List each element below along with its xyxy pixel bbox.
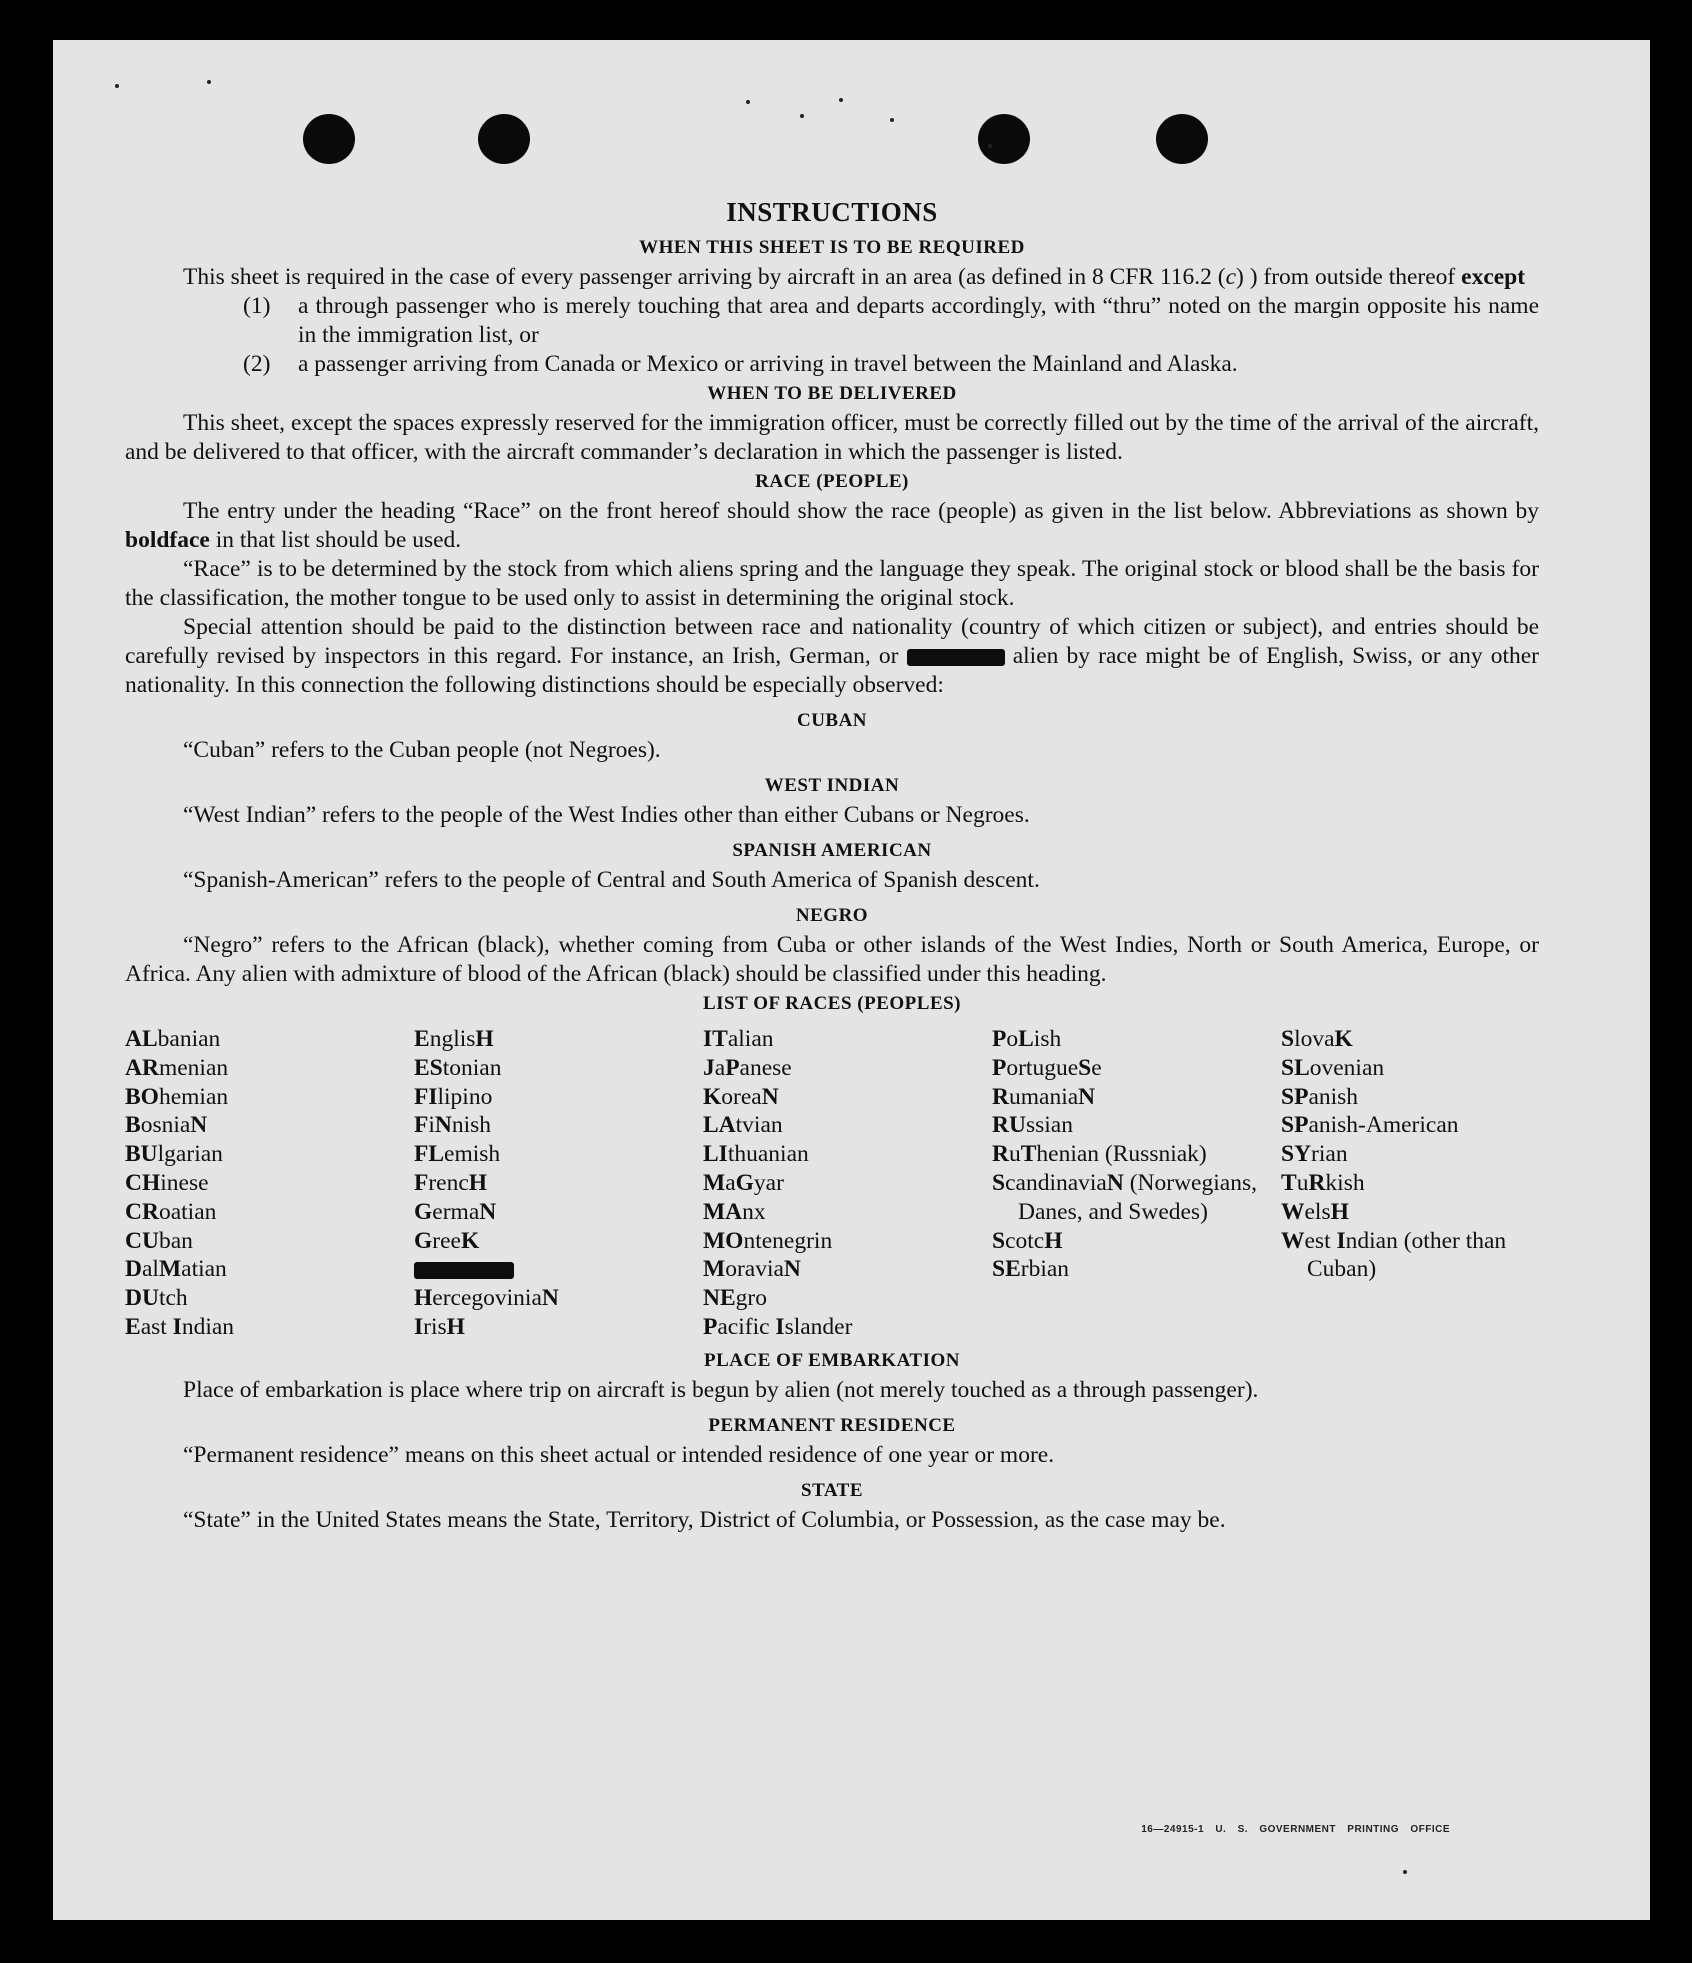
punch-hole <box>478 114 530 164</box>
race-text: ree <box>432 1227 461 1254</box>
heading-west-indian: WEST INDIAN <box>764 775 900 796</box>
race-abbrev: MA <box>703 1198 743 1225</box>
race-text: ast <box>140 1313 173 1340</box>
race-text: renc <box>428 1169 469 1196</box>
race-abbrev: R <box>1308 1169 1326 1196</box>
race-text: ish <box>1033 1026 1062 1052</box>
race-text: est <box>1304 1227 1337 1254</box>
race-abbrev: H <box>414 1285 433 1312</box>
race-text: anish <box>1308 1083 1359 1110</box>
race-text: gro <box>735 1285 767 1312</box>
race-text: inese <box>160 1169 209 1196</box>
list-item-text: a through passenger who is merely touching that area and departs accordingly, with “thru” noted on the margin opposite his name in the immigration list, or <box>298 293 1539 348</box>
race-text: alian <box>727 1026 774 1052</box>
race-abbrev: IT <box>703 1026 728 1052</box>
race-abbrev: N <box>434 1112 452 1139</box>
race-entry <box>703 1111 992 1140</box>
race-abbrev: G <box>414 1198 433 1225</box>
race-entry <box>703 1284 992 1313</box>
race-text: hemian <box>158 1083 229 1110</box>
race-abbrev: N <box>1106 1169 1124 1196</box>
race-entry <box>703 1227 992 1256</box>
race-entry <box>414 1054 703 1083</box>
race-text: al <box>141 1256 159 1283</box>
race-entry <box>992 1227 1281 1256</box>
para-permanent-residence: “Permanent residence” means on this sheet actual or intended residence of one year or more. <box>183 1441 1055 1468</box>
race-text: oravia <box>725 1256 784 1283</box>
race-text: ovenian <box>1309 1054 1385 1081</box>
para-state: “State” in the United States means the State, Territory, District of Columbia, or Possession, as the case may be. <box>183 1506 1226 1533</box>
race-abbrev: CR <box>125 1198 159 1225</box>
race-entry <box>125 1255 414 1284</box>
race-abbrev: T <box>1281 1169 1297 1196</box>
race-abbrev: CU <box>125 1227 159 1254</box>
race-abbrev: P <box>992 1026 1007 1052</box>
race-abbrev: H <box>475 1026 494 1052</box>
race-abbrev: P <box>992 1054 1007 1081</box>
printer-imprint: 16—24915-1 U. S. GOVERNMENT PRINTING OFFICE <box>1141 1824 1450 1835</box>
list-item-number: (2) <box>243 351 271 377</box>
race-text: orea <box>721 1083 762 1110</box>
document-sheet <box>53 40 1650 1920</box>
race-abbrev: I <box>172 1313 182 1340</box>
race-text: erma <box>432 1198 480 1225</box>
race-column <box>1281 1025 1541 1342</box>
race-entry <box>414 1313 703 1342</box>
para-race-3 <box>125 613 1539 700</box>
race-entry <box>414 1284 703 1313</box>
punch-hole <box>303 114 355 164</box>
race-text: banian <box>157 1026 221 1052</box>
race-abbrev: S <box>1281 1026 1295 1052</box>
race-abbrev: D <box>125 1256 142 1283</box>
race-entry <box>414 1169 703 1198</box>
race-entry <box>414 1227 703 1256</box>
race-abbrev: G <box>735 1169 754 1196</box>
race-abbrev: S <box>992 1227 1006 1254</box>
race-entry <box>1281 1025 1541 1054</box>
race-entry <box>992 1025 1281 1054</box>
race-entry <box>414 1255 703 1284</box>
race-abbrev: SE <box>992 1256 1021 1283</box>
heading-permanent-residence: PERMANENT RESIDENCE <box>708 1414 956 1436</box>
race-entry <box>992 1140 1281 1169</box>
race-abbrev: I <box>414 1313 424 1340</box>
race-abbrev: CH <box>125 1169 161 1196</box>
para-race-3-text: Special attention should be paid to the distinction between race and nationality (country of which citizen or subject), and entries should be carefully revised by inspectors in this regard. For instance, an Irish, German, or <box>125 614 1539 669</box>
page-title: INSTRUCTIONS <box>726 197 938 227</box>
list-item-text: a passenger arriving from Canada or Mexico or arriving in travel between the Mainland and Alaska. <box>298 351 1238 377</box>
heading-spanish-american: SPANISH AMERICAN <box>732 840 932 861</box>
race-abbrev: J <box>703 1054 715 1081</box>
para-required <box>125 263 1539 292</box>
race-text: ndian <box>181 1313 235 1340</box>
race-abbrev: S <box>1078 1054 1092 1081</box>
para-embarkation: Place of embarkation is place where trip on aircraft is begun by alien (not merely touched as a through passenger). <box>183 1376 1259 1403</box>
race-entry <box>125 1140 414 1169</box>
speck <box>115 84 119 88</box>
race-entry <box>703 1198 992 1227</box>
para-race-1-text2: in that list should be used. <box>209 527 462 553</box>
race-text: tvian <box>735 1112 783 1139</box>
race-entry <box>125 1025 414 1054</box>
race-column <box>703 1025 992 1342</box>
race-abbrev: AL <box>125 1026 158 1052</box>
race-abbrev: BO <box>125 1083 159 1110</box>
race-abbrev: N <box>761 1083 779 1110</box>
race-text: anish-American <box>1308 1112 1459 1139</box>
race-text: ercegovinia <box>432 1285 542 1312</box>
race-abbrev: I <box>775 1313 785 1340</box>
race-text: ntenegrin <box>743 1227 833 1254</box>
race-entry <box>125 1054 414 1083</box>
heading-cuban: CUBAN <box>796 710 868 731</box>
para-race-2: “Race” is to be determined by the stock from which aliens spring and the language they speak. The original stock or blood shall be the basis for the classification, the mother tongue to be used only to assist in determining the original stock. <box>125 556 1539 611</box>
race-text: tonian <box>442 1054 502 1081</box>
race-abbrev: SY <box>1281 1141 1312 1168</box>
race-abbrev: RU <box>992 1112 1026 1139</box>
race-text: acific <box>717 1313 776 1340</box>
race-abbrev: K <box>460 1227 480 1254</box>
para-delivered: This sheet, except the spaces expressly reserved for the immigration officer, must be correctly filled out by the time of the arrival of the aircraft, and be delivered to that officer, with the aircraft commander’s declaration in which the passenger is listed. <box>125 410 1539 465</box>
race-text: lgarian <box>157 1141 223 1168</box>
race-column <box>125 1025 414 1342</box>
race-text: emish <box>444 1141 501 1168</box>
race-entry <box>125 1198 414 1227</box>
race-entry <box>703 1255 992 1284</box>
race-abbrev: AR <box>125 1054 159 1081</box>
race-abbrev: SP <box>1281 1112 1309 1139</box>
race-abbrev: MO <box>703 1227 744 1254</box>
race-entry <box>414 1140 703 1169</box>
race-entry <box>1281 1227 1541 1285</box>
speck <box>207 80 211 84</box>
list-item-number: (1) <box>243 293 271 319</box>
race-abbrev: T <box>1020 1141 1037 1168</box>
race-text: nish <box>451 1112 492 1139</box>
race-abbrev: P <box>725 1054 740 1081</box>
heading-race: RACE (PEOPLE) <box>755 471 909 492</box>
race-entry <box>992 1083 1281 1112</box>
race-text: menian <box>158 1054 229 1081</box>
race-entry <box>414 1111 703 1140</box>
race-text: o <box>1006 1026 1019 1052</box>
race-text: rbian <box>1020 1256 1070 1283</box>
race-entry <box>125 1169 414 1198</box>
heading-negro: NEGRO <box>795 905 869 926</box>
race-abbrev: ES <box>414 1054 443 1081</box>
race-text: ban <box>158 1227 193 1254</box>
race-abbrev: P <box>703 1313 718 1340</box>
para-race-3-text2: alien by race might be of English, Swiss, or any other nationality. In this connection the following distinctions should be especially observed: <box>125 643 1539 698</box>
para-race-1 <box>125 497 1539 555</box>
race-abbrev: R <box>992 1083 1009 1110</box>
para-required-text: This sheet is required in the case of every passenger arriving by aircraft in an area (as defined in 8 CFR 116.2 ( <box>183 264 1226 290</box>
heading-list-of-races: LIST OF RACES (PEOPLES) <box>702 993 962 1014</box>
race-abbrev: N <box>541 1285 559 1312</box>
speck <box>800 114 804 118</box>
race-entry <box>703 1140 992 1169</box>
race-text: u <box>1296 1169 1309 1196</box>
race-text: tch <box>158 1285 188 1312</box>
race-column <box>414 1025 703 1342</box>
race-text: kish <box>1325 1169 1365 1196</box>
race-abbrev: SP <box>1281 1083 1309 1110</box>
race-text: a <box>725 1169 736 1196</box>
race-abbrev: FI <box>414 1083 438 1110</box>
list-item <box>125 292 1539 350</box>
race-abbrev: N <box>783 1256 801 1283</box>
speck <box>1403 1870 1407 1874</box>
para-required-text2: ) ) from outside thereof <box>1236 264 1462 290</box>
race-abbrev: H <box>468 1169 488 1196</box>
punch-hole <box>978 114 1030 164</box>
race-abbrev: W <box>1281 1198 1305 1225</box>
race-text: henian (Russniak) <box>1036 1141 1207 1168</box>
race-entry <box>414 1198 703 1227</box>
race-text: i <box>428 1112 435 1139</box>
race-text: lipino <box>437 1083 493 1110</box>
race-text: lova <box>1294 1026 1335 1052</box>
race-text: yar <box>753 1169 784 1196</box>
race-abbrev: M <box>703 1169 726 1196</box>
race-text: osnia <box>140 1112 191 1139</box>
instructions-body <box>125 195 1539 1535</box>
race-text: atian <box>181 1256 227 1283</box>
speck <box>890 118 894 122</box>
race-text: cotc <box>1005 1227 1045 1254</box>
para-negro: “Negro” refers to the African (black), whether coming from Cuba or other islands of the West Indies, North or South America, Europe, or Africa. Any alien with admixture of blood of the African (black) should be classified under this heading. <box>125 932 1539 987</box>
race-text: rian <box>1311 1141 1348 1168</box>
list-item <box>125 350 1539 379</box>
race-abbrev: K <box>1334 1026 1353 1052</box>
punch-hole <box>1156 114 1208 164</box>
race-entry <box>125 1111 414 1140</box>
race-entry <box>1281 1198 1541 1227</box>
heading-embarkation: PLACE OF EMBARKATION <box>704 1349 960 1371</box>
race-text: nglis <box>429 1026 476 1052</box>
race-abbrev: G <box>414 1227 433 1254</box>
race-entry <box>125 1083 414 1112</box>
race-text: slander <box>784 1313 853 1340</box>
race-entry <box>992 1169 1281 1227</box>
race-entry <box>414 1025 703 1054</box>
race-text: ris <box>423 1313 447 1340</box>
race-entry <box>703 1169 992 1198</box>
race-entry <box>703 1313 992 1342</box>
race-entry <box>992 1111 1281 1140</box>
race-text: (Norwegians, Danes, and Swedes) <box>1018 1169 1257 1225</box>
race-abbrev: S <box>992 1169 1006 1196</box>
race-entry <box>703 1025 992 1054</box>
race-entry <box>125 1313 414 1342</box>
race-text: candinavia <box>1005 1169 1107 1196</box>
race-abbrev: E <box>414 1026 430 1052</box>
race-entry <box>1281 1111 1541 1140</box>
redaction-mark <box>414 1262 514 1279</box>
para-race-1-bold: boldface <box>125 527 210 553</box>
race-text: e <box>1091 1054 1102 1081</box>
race-abbrev: W <box>1281 1227 1305 1254</box>
race-entry <box>125 1227 414 1256</box>
heading-when-delivered: WHEN TO BE DELIVERED <box>707 383 957 404</box>
race-text: nx <box>742 1198 766 1225</box>
race-abbrev: SL <box>1281 1054 1310 1081</box>
race-entry <box>1281 1054 1541 1083</box>
heading-when-required: WHEN THIS SHEET IS TO BE REQUIRED <box>639 237 1025 258</box>
speck <box>988 144 992 148</box>
race-abbrev: FL <box>414 1141 445 1168</box>
race-entry <box>703 1054 992 1083</box>
race-abbrev: LI <box>703 1141 728 1168</box>
race-abbrev: H <box>446 1313 465 1340</box>
race-abbrev: I <box>1336 1227 1346 1254</box>
race-text: ndian (other than Cuban) <box>1307 1227 1507 1283</box>
race-abbrev: N <box>479 1198 497 1225</box>
para-cuban: “Cuban” refers to the Cuban people (not Negroes). <box>183 737 661 763</box>
race-entry <box>703 1083 992 1112</box>
speck <box>746 100 750 104</box>
race-text: u <box>1008 1141 1021 1168</box>
race-abbrev: N <box>1078 1083 1096 1110</box>
race-text: ortugue <box>1006 1054 1079 1081</box>
para-required-except: except <box>1461 264 1526 290</box>
speck <box>839 98 843 102</box>
race-entry <box>414 1083 703 1112</box>
race-entry <box>125 1284 414 1313</box>
race-entry <box>992 1054 1281 1083</box>
race-text: ssian <box>1025 1112 1073 1139</box>
race-abbrev: F <box>414 1169 429 1196</box>
race-abbrev: BU <box>125 1141 158 1168</box>
race-abbrev: E <box>125 1313 141 1340</box>
race-abbrev: F <box>414 1112 429 1139</box>
race-abbrev: N <box>190 1112 208 1139</box>
race-abbrev: NE <box>703 1285 736 1312</box>
race-abbrev: LA <box>703 1112 736 1139</box>
race-entry <box>1281 1140 1541 1169</box>
race-entry <box>992 1255 1281 1284</box>
race-abbrev: M <box>158 1256 182 1283</box>
para-race-1-text: The entry under the heading “Race” on the front hereof should show the race (people) as given in the list below. Abbreviations as shown by <box>183 498 1539 524</box>
race-entry <box>1281 1169 1541 1198</box>
para-west-indian: “West Indian” refers to the people of the West Indies other than either Cubans or Negroes. <box>183 802 1030 828</box>
para-required-italic: c <box>1225 264 1236 290</box>
race-text: anese <box>739 1054 792 1081</box>
race-text: els <box>1304 1198 1331 1225</box>
race-abbrev: M <box>703 1256 726 1283</box>
race-abbrev: H <box>1330 1198 1349 1225</box>
race-abbrev: DU <box>125 1285 159 1312</box>
race-abbrev: R <box>992 1141 1009 1168</box>
para-spanish-american: “Spanish-American” refers to the people of Central and South America of Spanish descent. <box>183 867 1040 893</box>
race-text: umania <box>1008 1083 1079 1110</box>
race-abbrev: K <box>703 1083 722 1110</box>
race-text: thuanian <box>727 1141 809 1168</box>
race-list <box>125 1025 1539 1342</box>
redaction-mark <box>907 649 1005 666</box>
race-text: a <box>714 1054 726 1081</box>
race-abbrev: L <box>1018 1026 1034 1052</box>
race-abbrev: B <box>125 1112 141 1139</box>
race-abbrev: H <box>1044 1227 1063 1254</box>
race-text: oatian <box>158 1198 217 1225</box>
race-entry <box>1281 1083 1541 1112</box>
heading-state: STATE <box>801 1479 863 1501</box>
race-column <box>992 1025 1281 1342</box>
